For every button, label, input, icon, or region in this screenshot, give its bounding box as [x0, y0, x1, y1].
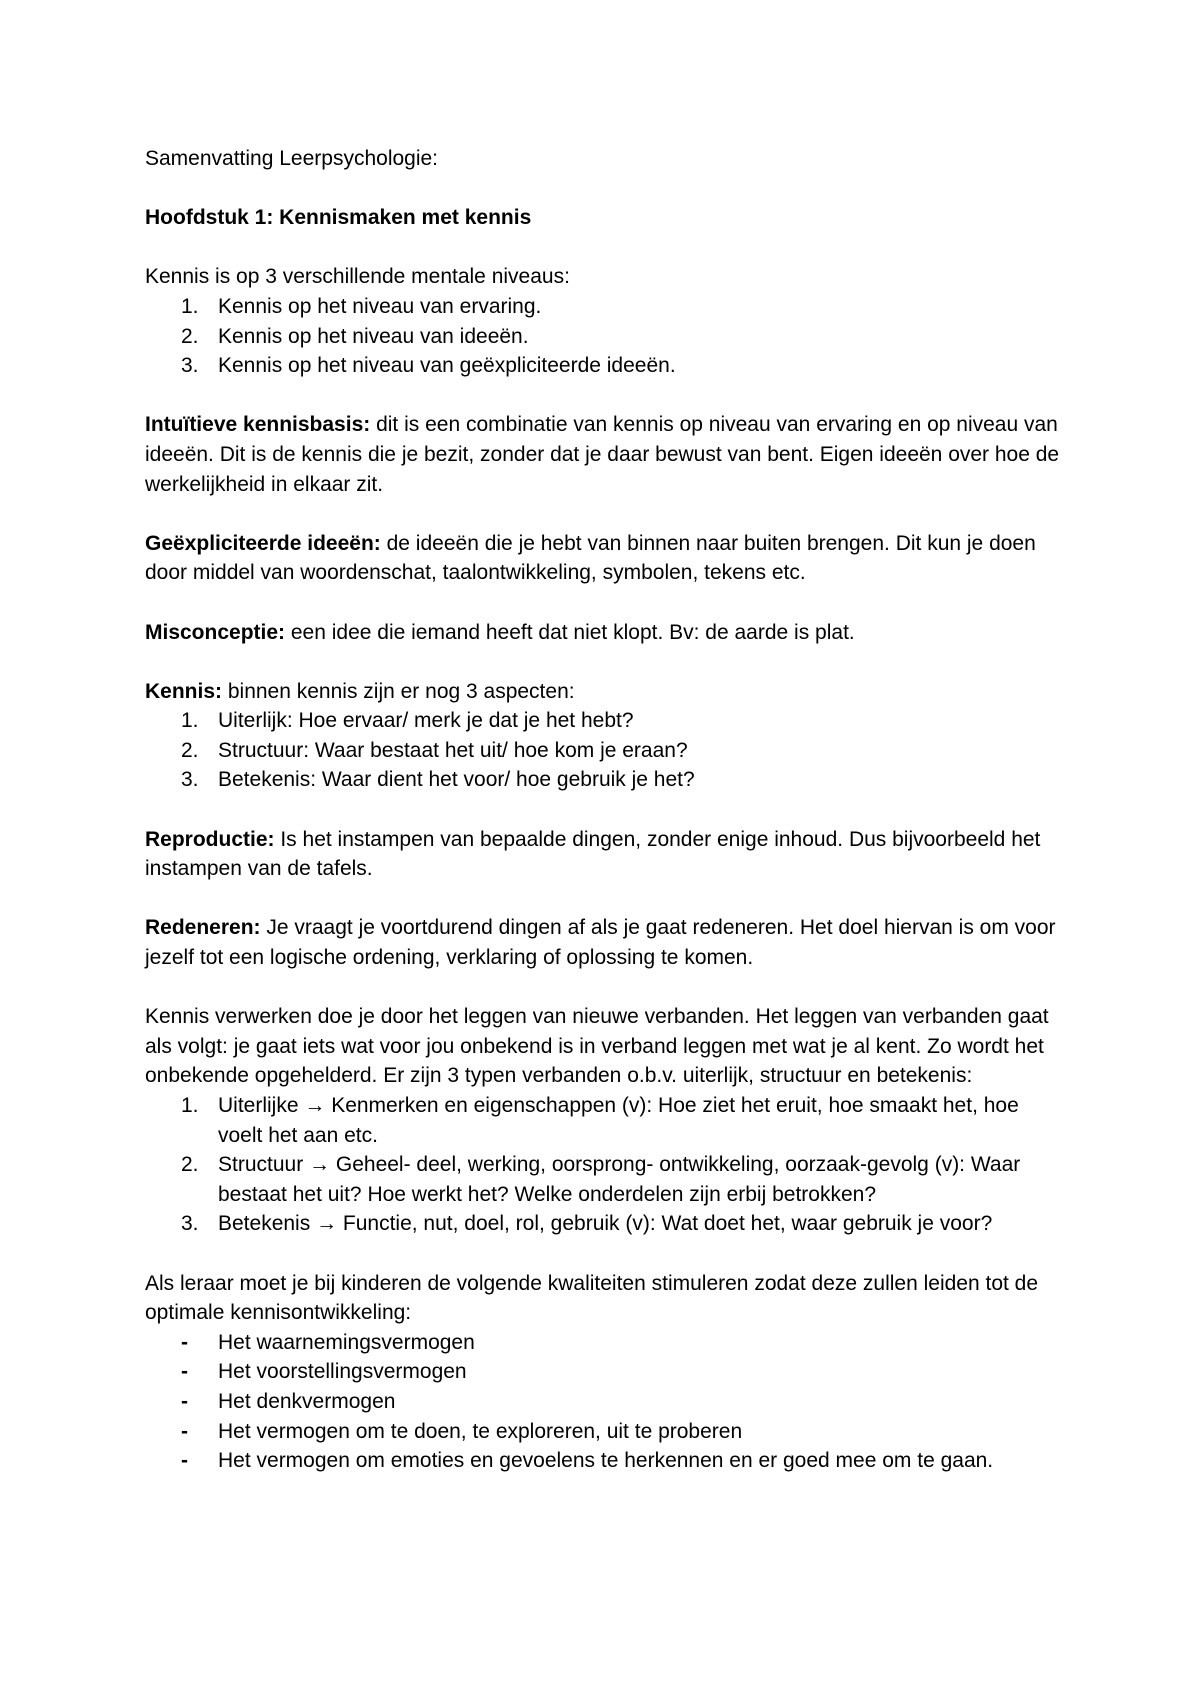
list-item [145, 1328, 1060, 1358]
definition-text: Je vraagt je voortdurend dingen af als je gaat redeneren. Het doel hiervan is om voor jezelf tot een logische ordening, verklaring of oplossing te komen. [145, 916, 1056, 970]
list-item [145, 1091, 1060, 1150]
term-label: Intuïtieve kennisbasis: [145, 413, 371, 437]
term-label: Reproductie: [145, 827, 275, 851]
list-item-text: Het waarnemingsvermogen [218, 1330, 475, 1354]
list-item-text: Het denkvermogen [218, 1389, 396, 1413]
list-item-text: Uiterlijk: Hoe ervaar/ merk je dat je het hebt? [218, 709, 634, 733]
list-item-text: Structuur: Waar bestaat het uit/ hoe kom je eraan? [218, 738, 688, 762]
connection-label: Uiterlijke [218, 1094, 305, 1117]
list-item-text: Kenmerken en eigenschappen (v): Hoe ziet het eruit, hoe smaakt het, hoe voelt het aan etc. [218, 1094, 1019, 1147]
processing-section [145, 1002, 1060, 1239]
list-item [145, 736, 1060, 766]
list-item [145, 706, 1060, 736]
dash-bullet: - [181, 1419, 188, 1443]
list-item [145, 1446, 1060, 1476]
list-item-text: Functie, nut, doel, rol, gebruik (v): Wat doet het, waar gebruik je voor? [337, 1212, 993, 1236]
term-label: Geëxpliciteerde ideeën: [145, 531, 381, 555]
dash-bullet: - [181, 1330, 188, 1354]
list-item-text: Betekenis: Waar dient het voor/ hoe gebruik je het? [218, 768, 695, 792]
connection-label: Betekenis [218, 1212, 317, 1236]
qualities-list [145, 1328, 1060, 1476]
aspects-list [145, 706, 1060, 795]
arrow-right-icon: → [316, 1212, 338, 1236]
definition-text: een idee die iemand heeft dat niet klopt. Bv: de aarde is plat. [285, 620, 855, 644]
arrow-right-icon: → [304, 1094, 326, 1117]
list-item [145, 1417, 1060, 1447]
list-number: 2. [181, 738, 199, 762]
chapter-heading: Hoofdstuk 1: Kennismaken met kennis [145, 206, 532, 230]
list-item [145, 1387, 1060, 1417]
list-number: 3. [181, 354, 199, 378]
definition-reasoning [145, 913, 1060, 972]
teacher-text: Als leraar moet je bij kinderen de volgende kwaliteiten stimuleren zodat deze zullen leiden tot de optimale kennisontwikkeling: [145, 1271, 1039, 1325]
definition-text: binnen kennis zijn er nog 3 aspecten: [222, 679, 575, 703]
definition-reproduction [145, 825, 1060, 884]
dash-bullet: - [181, 1360, 188, 1384]
list-item [145, 1150, 1060, 1209]
list-item [145, 351, 1060, 381]
definition-text: de ideeën die je hebt van binnen naar buiten brengen. Dit kun je doen door middel van woordenschat, taalontwikkeling, symbolen, tekens etc. [145, 531, 1036, 585]
term-label: Redeneren: [145, 916, 261, 940]
definition-intuitive [145, 410, 1060, 499]
list-item-text: Kennis op het niveau van geëxpliciteerde ideeën. [218, 354, 676, 378]
document-title: Samenvatting Leerpsychologie: [145, 147, 439, 170]
arrow-right-icon: → [309, 1153, 331, 1177]
list-item [145, 1357, 1060, 1387]
processing-text: Kennis verwerken doe je door het leggen van nieuwe verbanden. Het leggen van verbanden gaat als volgt: je gaat iets wat voor jou onbekend is in verband leggen met wat je al kent. Zo wordt het onbekende opgehelderd. Er zijn 3 typen verbanden o.b.v. uiterlijk, structuur en betekenis: [145, 1005, 1049, 1088]
list-number: 2. [181, 324, 199, 348]
list-number: 3. [181, 768, 199, 792]
list-item-text: Geheel- deel, werking, oorsprong- ontwikkeling, oorzaak-gevolg (v): Waar bestaat het uit? Hoe werkt het? Welke onderdelen zijn erbij betrokken? [218, 1153, 1021, 1206]
levels-intro: Kennis is op 3 verschillende mentale niveaus: [145, 265, 570, 289]
list-item-text: Kennis op het niveau van ervaring. [218, 294, 542, 318]
list-number: 3. [181, 1212, 199, 1236]
levels-section [145, 262, 1060, 380]
dash-bullet: - [181, 1389, 188, 1413]
list-item [145, 765, 1060, 795]
dash-bullet: - [181, 1449, 188, 1473]
definition-text: dit is een combinatie van kennis op niveau van ervaring en op niveau van ideeën. Dit is de kennis die je bezit, zonder dat je daar bewust van bent. Eigen ideeën over hoe de werkelijkheid in elkaar zit. [145, 413, 1060, 496]
list-item-text: Het vermogen om te doen, te exploreren, uit te proberen [218, 1419, 743, 1443]
list-item [145, 322, 1060, 352]
list-item-text: Het voorstellingsvermogen [218, 1360, 467, 1384]
list-item [145, 1209, 1060, 1239]
list-number: 2. [181, 1153, 199, 1177]
term-label: Misconceptie: [145, 620, 286, 644]
list-number: 1. [181, 709, 199, 733]
connection-label: Structuur [218, 1153, 310, 1177]
list-item-text: Het vermogen om emoties en gevoelens te herkennen en er goed mee om te gaan. [218, 1449, 994, 1473]
connections-list [145, 1091, 1060, 1239]
teacher-section [145, 1269, 1060, 1476]
list-item [145, 292, 1060, 322]
list-item-text: Kennis op het niveau van ideeën. [218, 324, 529, 348]
definition-knowledge [145, 677, 1060, 707]
list-number: 1. [181, 1094, 199, 1117]
definition-explicit [145, 529, 1060, 588]
definition-text: Is het instampen van bepaalde dingen, zonder enige inhoud. Dus bijvoorbeeld het instampen van de tafels. [145, 827, 1041, 881]
definition-misconception [145, 618, 1060, 648]
list-number: 1. [181, 294, 199, 318]
term-label: Kennis: [145, 679, 223, 703]
levels-list [145, 292, 1060, 381]
knowledge-aspects-section [145, 677, 1060, 795]
